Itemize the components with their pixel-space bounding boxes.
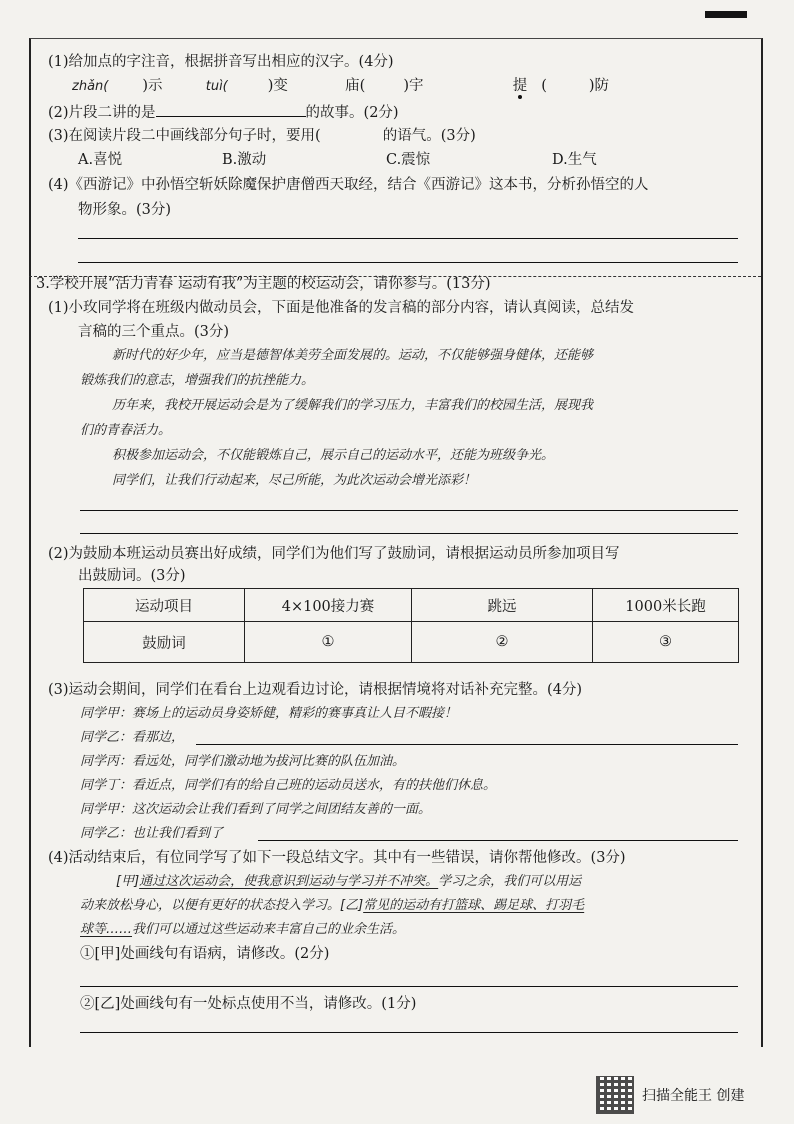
table-cell: 1000米长跑 xyxy=(593,589,739,622)
qr-code-icon xyxy=(596,1076,634,1114)
dialogue-line-2: 同学乙：看那边， xyxy=(80,730,185,745)
speech-line-2: 锻炼我们的意志，增强我们的抗挫能力。 xyxy=(80,373,315,388)
summary-line-3 xyxy=(80,920,405,940)
q2-1-items xyxy=(72,76,609,97)
q2-2-blank[interactable] xyxy=(156,102,306,117)
speech-line-5: 积极参加运动会，不仅能锻炼自己，展示自己的运动水平，还能为班级争光。 xyxy=(112,448,555,463)
word-3-prefix: 庙( xyxy=(345,78,366,94)
pinyin-tui: tuì( xyxy=(205,79,228,94)
pinyin-zhan: zhǎn( xyxy=(72,79,109,94)
tag-jia: [甲] xyxy=(116,874,140,889)
q2-4-prompt-line2: 物形象。(3分) xyxy=(78,202,172,218)
underlined-sentence-yi: 常见的运动有打篮球、踢足球、打羽毛 xyxy=(363,898,585,913)
answer-cell-3[interactable]: ③ xyxy=(593,622,739,663)
summary-mid: 学习之余，我们可以用运 xyxy=(438,874,582,889)
q3-4-prompt: (4)活动结束后，有位同学写了如下一段总结文字。其中有一些错误，请你帮他修改。(3分) xyxy=(48,850,626,866)
q2-4-answer-line-2[interactable] xyxy=(78,262,738,263)
dialogue-line-3: 同学丙：看远处，同学们激动地为拔河比赛的队伍加油。 xyxy=(80,754,406,769)
dialogue-line-6: 同学乙：也让我们看到了 xyxy=(80,826,224,841)
speech-line-4: 们的青春活力。 xyxy=(80,423,172,438)
q3-1-prompt-line1: (1)小玫同学将在班级内做动员会，下面是他准备的发言稿的部分内容，请认真阅读，总结发 xyxy=(48,300,635,316)
q3-3-prompt: (3)运动会期间，同学们在看台上边观看边讨论，请根据情境将对话补充完整。(4分) xyxy=(48,682,583,698)
answer-cell-1[interactable]: ① xyxy=(245,622,412,663)
summary-end: 我们可以通过这些运动来丰富自己的业余生活。 xyxy=(132,922,406,937)
word-4-dotted-char: 提 xyxy=(512,78,528,94)
table-cell: 4×100接力赛 xyxy=(245,589,412,622)
summary-line-2 xyxy=(80,896,584,916)
q3-1-answer-line-1[interactable] xyxy=(80,510,738,511)
speech-line-1: 新时代的好少年，应当是德智体美劳全面发展的。运动，不仅能够强身健体，还能够 xyxy=(112,348,594,363)
option-d[interactable]: D.生气 xyxy=(552,152,597,168)
q3-1-answer-line-2[interactable] xyxy=(80,533,738,534)
dialogue-blank-2[interactable] xyxy=(258,840,738,841)
word-4-suffix: )防 xyxy=(588,78,610,94)
q2-2-text-b: 的故事。(2分) xyxy=(305,105,399,121)
speech-line-6: 同学们，让我们行动起来，尽己所能，为此次运动会增光添彩！ xyxy=(112,473,477,488)
tag-yi: [乙] xyxy=(340,898,364,913)
word-4-open: ( xyxy=(541,78,547,94)
q3-1-prompt-line2: 言稿的三个重点。(3分) xyxy=(78,324,230,340)
q2-4-prompt-line1: (4)《西游记》中孙悟空斩妖除魔保护唐僧西天取经，结合《西游记》这本书，分析孙悟空的人 xyxy=(48,177,649,193)
table-cell: 跳远 xyxy=(412,589,593,622)
option-a[interactable]: A.喜悦 xyxy=(78,152,123,168)
underlined-sentence-jia: 通过这次运动会，使我意识到运动与学习并不冲突。 xyxy=(139,874,439,889)
word-2-suffix: )变 xyxy=(267,78,288,94)
q2-3-prompt xyxy=(48,126,476,146)
q2-4-answer-line-1[interactable] xyxy=(78,238,738,239)
summary-line2-text: 动来放松身心，以便有更好的状态投入学习。 xyxy=(80,898,341,913)
sub-question-1: ①[甲]处画线句有语病，请修改。(2分) xyxy=(80,946,330,962)
sub-question-1-answer[interactable] xyxy=(80,986,738,987)
q3-title: 3.学校开展“活力青春 运动有我”为主题的校运动会，请你参与。(13分) xyxy=(36,276,491,292)
dialogue-blank-1[interactable] xyxy=(196,744,738,745)
word-1-suffix: )示 xyxy=(142,78,163,94)
q3-2-prompt-line2: 出鼓励词。(3分) xyxy=(78,568,186,584)
q2-3-text-a: (3)在阅读片段二中画线部分句子时，要用( xyxy=(48,128,321,144)
q2-2-text-a: (2)片段二讲的是 xyxy=(48,105,156,121)
page-corner-mark xyxy=(705,11,747,18)
summary-line-1 xyxy=(116,872,581,892)
sub-question-2: ②[乙]处画线句有一处标点使用不当，请修改。(1分) xyxy=(80,996,417,1012)
dialogue-line-4: 同学丁：看近点，同学们有的给自己班的运动员送水，有的扶他们休息。 xyxy=(80,778,497,793)
word-3-suffix: )宇 xyxy=(403,78,424,94)
answer-cell-2[interactable]: ② xyxy=(412,622,593,663)
scanner-watermark xyxy=(596,1076,744,1114)
q2-1-prompt: (1)给加点的字注音，根据拼音写出相应的汉字。(4分) xyxy=(48,54,394,70)
dialogue-line-5: 同学甲：这次运动会让我们看到了同学之间团结友善的一面。 xyxy=(80,802,432,817)
scanner-label: 扫描全能王 创建 xyxy=(642,1088,745,1104)
option-c[interactable]: C.震惊 xyxy=(386,152,431,168)
table-cell: 鼓励词 xyxy=(84,622,245,663)
underlined-sentence-yi-end: 球等…… xyxy=(80,922,133,937)
dialogue-line-1: 同学甲：赛场上的运动员身姿矫健，精彩的赛事真让人目不暇接！ xyxy=(80,706,458,721)
speech-line-3: 历年来，我校开展运动会是为了缓解我们的学习压力，丰富我们的校园生活，展现我 xyxy=(112,398,594,413)
table-row xyxy=(84,622,739,663)
table-header-row xyxy=(84,589,739,622)
sub-question-2-answer[interactable] xyxy=(80,1032,738,1033)
q3-2-prompt-line1: (2)为鼓励本班运动员赛出好成绩，同学们为他们写了鼓励词，请根据运动员所参加项目写 xyxy=(48,546,620,562)
option-b[interactable]: B.激动 xyxy=(222,152,267,168)
q2-2-prompt xyxy=(48,102,399,123)
q2-3-text-b: 的语气。(3分) xyxy=(382,128,476,144)
sports-table xyxy=(83,588,739,663)
table-cell: 运动项目 xyxy=(84,589,245,622)
